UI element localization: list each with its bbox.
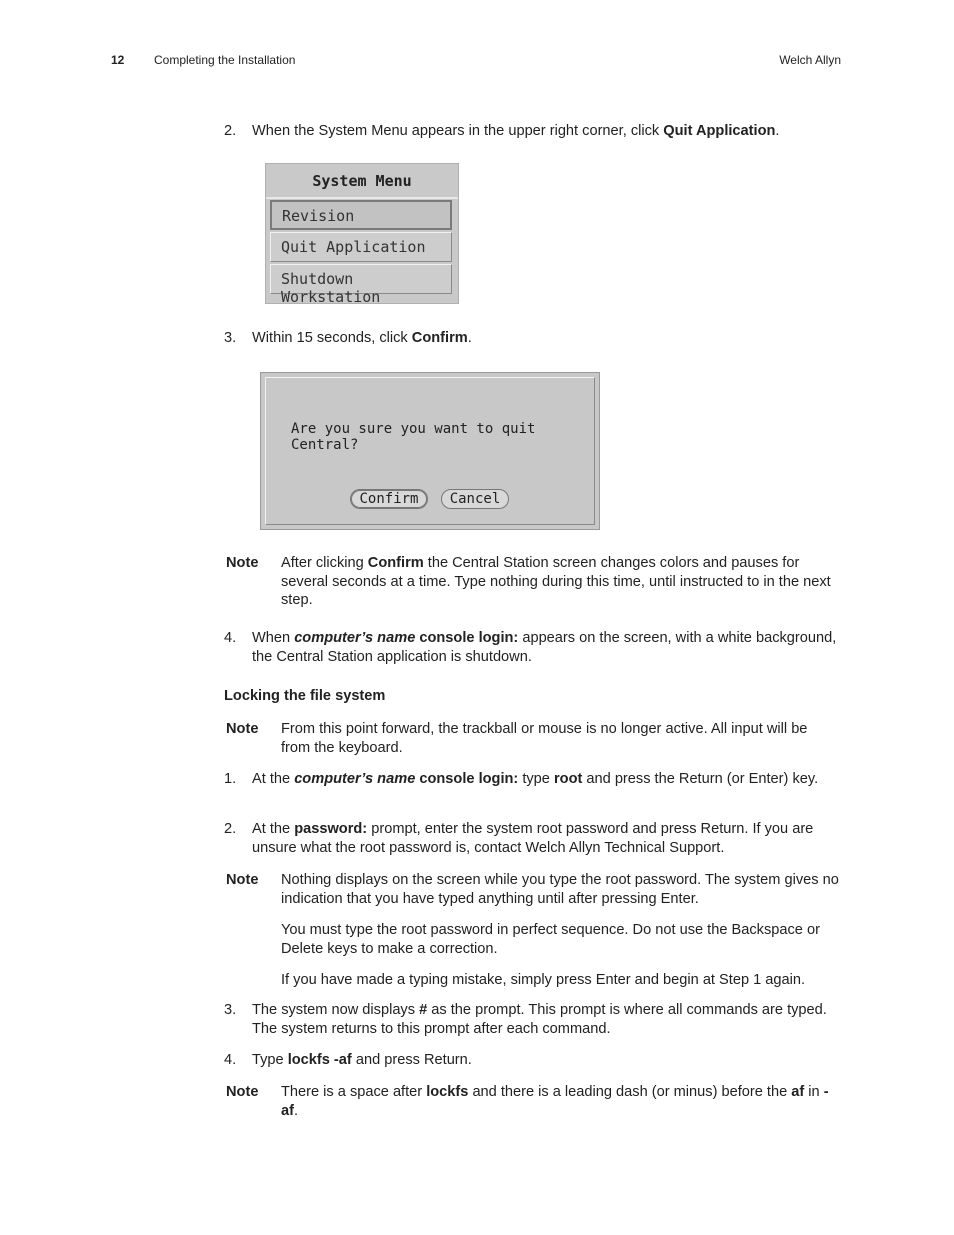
step-4: [224, 629, 840, 666]
step-number: 3.: [224, 330, 237, 346]
lock-step-2: [224, 820, 840, 857]
menu-item-shutdown-workstation[interactable]: Shutdown Workstation: [270, 264, 452, 294]
lock-step-3: [224, 1001, 840, 1038]
step-text: When computer’s name console login: appears on the screen, with a white background, the Central Station application is shutdown.: [252, 630, 837, 665]
note-1: [224, 554, 840, 610]
note-label: Note: [226, 872, 259, 888]
dialog-message: Are you sure you want to quit Central?: [291, 421, 536, 453]
cancel-button[interactable]: Cancel: [441, 489, 509, 509]
note-label: Note: [226, 555, 259, 571]
step-text: When the System Menu appears in the upper right corner, click Quit Application.: [252, 123, 780, 139]
menu-item-revision[interactable]: Revision: [270, 200, 452, 230]
section-heading: Locking the file system: [224, 688, 386, 704]
step-text: Within 15 seconds, click Confirm.: [252, 330, 472, 346]
lock-step-1: [224, 770, 840, 789]
note-label: Note: [226, 721, 259, 737]
note-paragraph: Nothing displays on the screen while you type the root password. The system gives no indication that you have typed anything until after pressing Enter.: [281, 872, 839, 907]
confirm-button[interactable]: Confirm: [350, 489, 428, 509]
step-number: 4.: [224, 630, 237, 646]
brand-name: Welch Allyn: [779, 53, 841, 67]
step-text: The system now displays # as the prompt. This prompt is where all commands are typed. The system returns to this prompt after each command.: [252, 1002, 827, 1037]
note-4: [224, 1083, 840, 1120]
note-text: There is a space after lockfs and there is a leading dash (or minus) before the af in -af.: [281, 1084, 829, 1119]
section-title: Completing the Installation: [154, 53, 296, 67]
note-2: [224, 720, 840, 757]
step-text: Type lockfs -af and press Return.: [252, 1052, 472, 1068]
menu-item-quit-application[interactable]: Quit Application: [270, 232, 452, 262]
note-text: From this point forward, the trackball or mouse is no longer active. All input will be from the keyboard.: [281, 721, 808, 756]
step-number: 2.: [224, 821, 237, 837]
step-2: [224, 122, 840, 141]
note-paragraph: You must type the root password in perfect sequence. Do not use the Backspace or Delete keys to make a correction.: [281, 922, 820, 957]
step-3: [224, 329, 840, 348]
lock-step-4: [224, 1051, 840, 1070]
note-text: [281, 871, 840, 990]
step-number: 4.: [224, 1052, 237, 1068]
system-menu: [265, 163, 459, 304]
step-text: At the computer’s name console login: type root and press the Return (or Enter) key.: [252, 771, 819, 787]
note-paragraph: If you have made a typing mistake, simply press Enter and begin at Step 1 again.: [281, 972, 806, 988]
step-text: At the password: prompt, enter the system root password and press Return. If you are unsure what the root password is, contact Welch Allyn Technical Support.: [252, 821, 814, 856]
step-number: 1.: [224, 771, 237, 787]
note-text: After clicking Confirm the Central Station screen changes colors and pauses for several seconds at a time. Type nothing during this time, until instructed to in the next step.: [281, 555, 831, 608]
confirm-dialog: [260, 372, 600, 530]
note-3: [224, 871, 840, 990]
system-menu-title: System Menu: [266, 164, 458, 199]
page-number: 12: [111, 53, 125, 67]
note-label: Note: [226, 1084, 259, 1100]
step-number: 2.: [224, 123, 237, 139]
step-number: 3.: [224, 1002, 237, 1018]
